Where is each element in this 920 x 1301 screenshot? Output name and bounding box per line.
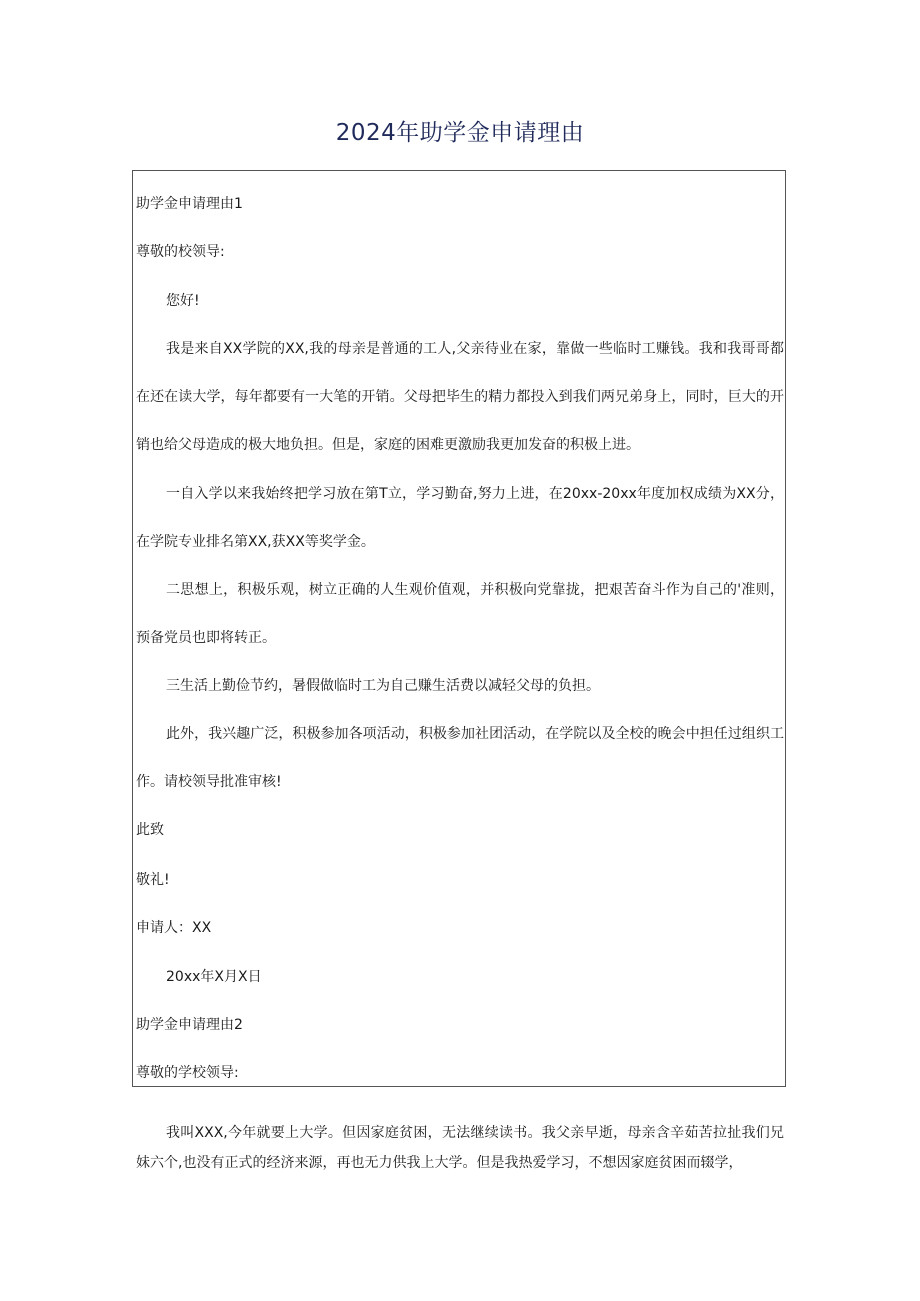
letter1-paragraph-4-block [136,662,784,710]
letter1-greeting: 您好! [166,293,200,309]
letter2-paragraph-1: 我叫XXX,今年就要上大学。但因家庭贫困，无法继续读书。我父亲早逝，母亲含辛茹苦拉扯我们兄妹六个,也没有正式的经济来源，再也无力供我上大学。但是我热爱学习，不想因家庭贫困而辍学， [136,1125,784,1171]
letter1-heading: 助学金申请理由1 [136,196,243,212]
letter1-salutation: 尊敬的校领导: [136,244,225,260]
letter1-date: 20xx年X月X日 [166,969,262,985]
letter1-closing-2: 敬礼! [136,872,170,888]
letter2-salutation: 尊敬的学校领导: [136,1065,239,1081]
letter1-paragraph-4: 三生活上勤俭节约，暑假做临时工为自己赚生活费以减轻父母的负担。 [166,678,600,694]
letter1-paragraph-2-block [136,470,784,566]
letter1-paragraph-1-block [136,325,784,469]
letter1-closing-1: 此致 [136,822,164,838]
letter1-paragraph-3-block [136,566,784,662]
letter1-applicant: 申请人：XX [136,920,212,936]
letter1-paragraph-5: 此外，我兴趣广泛，积极参加各项活动，积极参加社团活动，在学院以及全校的晚会中担任过组织工作。请校领导批准审核! [136,726,784,790]
page-title: 2024年助学金申请理由 [335,120,585,146]
letter1-paragraph-5-block [136,710,784,806]
letter1-paragraph-3: 二思想上，积极乐观，树立正确的人生观价值观，并积极向党靠拢，把艰苦奋斗作为自己的'准则，预备党员也即将转正。 [136,582,784,646]
letter1-paragraph-2: 一自入学以来我始终把学习放在第T立，学习勤奋,努力上进，在20xx-20xx年度加权成绩为XX分，在学院专业排名第XX,获XX等奖学金。 [136,486,784,550]
letter2-heading: 助学金申请理由2 [136,1017,243,1033]
letter1-paragraph-1: 我是来自XX学院的XX,我的母亲是普通的工人,父亲待业在家，靠做一些临时工赚钱。我和我哥哥都在还在读大学，每年都要有一大笔的开销。父母把毕生的精力都投入到我们两兄弟身上，同时，巨大的开销也给父母造成的极大地负担。但是，家庭的困难更激励我更加发奋的积极上进。 [136,341,784,453]
